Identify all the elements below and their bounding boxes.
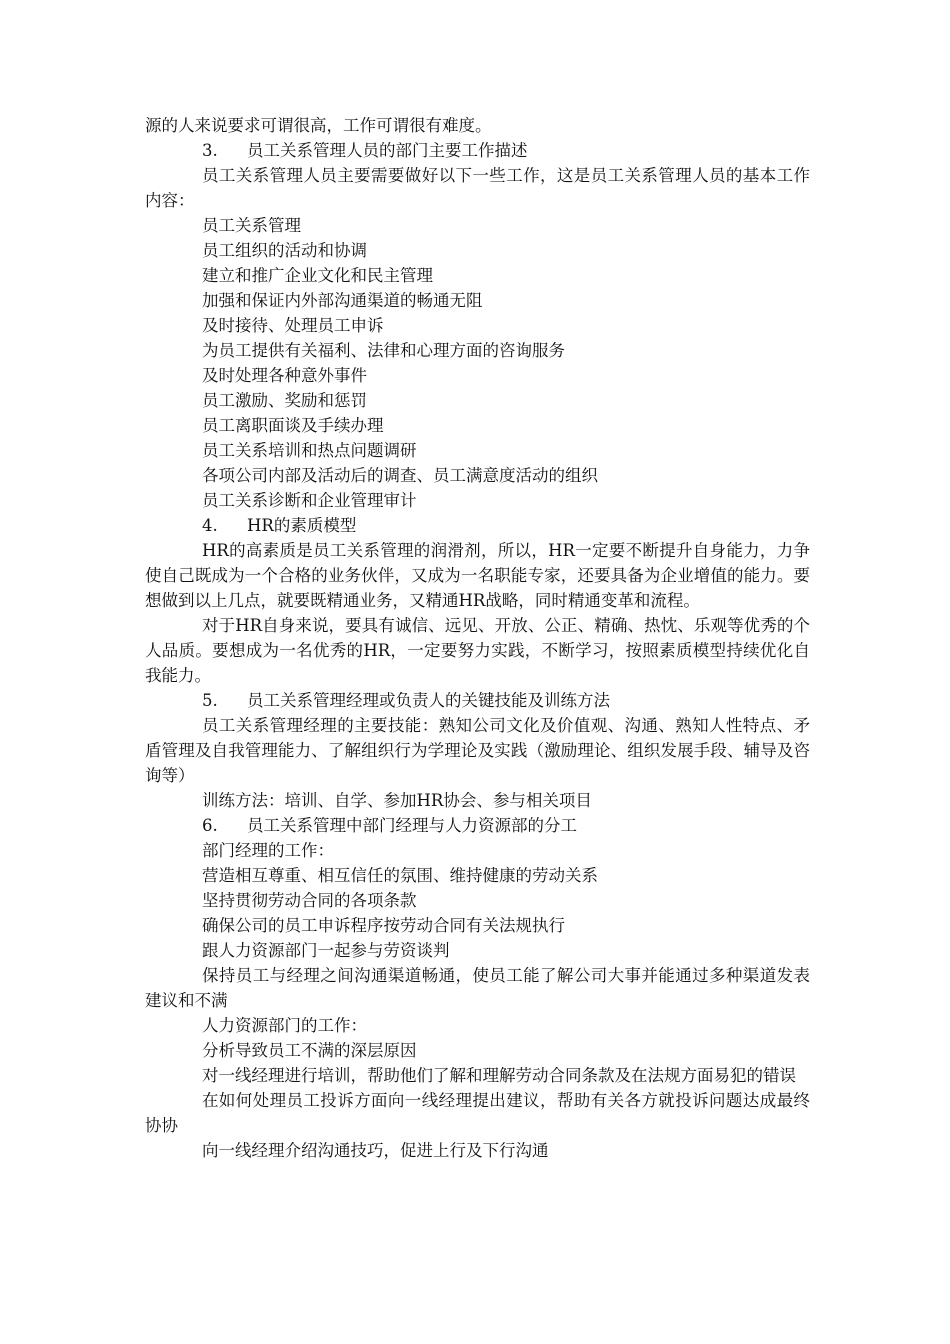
list-item: 员工关系管理: [202, 216, 301, 235]
section-title: 员工关系管理经理或负责人的关键技能及训练方法: [247, 691, 610, 710]
list-item: 员工组织的活动和协调: [202, 241, 367, 260]
list-item: 及时处理各种意外事件: [202, 366, 367, 385]
paragraph: 部门经理的工作：: [202, 841, 334, 860]
section-title: HR的素质模型: [247, 516, 357, 535]
section-number: 5.: [202, 691, 218, 710]
section-heading-6: [145, 813, 810, 838]
paragraph: 人力资源部门的工作：: [202, 1016, 367, 1035]
list-item: 员工关系诊断和企业管理审计: [202, 491, 417, 510]
list-item: 加强和保证内外部沟通渠道的畅通无阻: [202, 291, 483, 310]
list-item: 为员工提供有关福利、法律和心理方面的咨询服务: [202, 341, 565, 360]
paragraph-intro-continuation: 源的人来说要求可谓很高，工作可谓很有难度。: [145, 116, 492, 135]
section-heading-5: [145, 688, 810, 713]
list-item: 员工离职面谈及手续办理: [202, 416, 384, 435]
section-number: 3.: [202, 141, 218, 160]
list-item: 对一线经理进行培训，帮助他们了解和理解劳动合同条款及在法规方面易犯的错误: [202, 1066, 796, 1085]
paragraph: 对于HR自身来说，要具有诚信、远见、开放、公正、精确、热忱、乐观等优秀的个人品质。要想成为一名优秀的HR，一定要努力实践，不断学习，按照素质模型持续优化自我能力。: [145, 616, 810, 685]
list-item: 坚持贯彻劳动合同的各项条款: [202, 891, 417, 910]
section-title: 员工关系管理人员的部门主要工作描述: [247, 141, 528, 160]
list-item: 营造相互尊重、相互信任的氛围、维持健康的劳动关系: [202, 866, 598, 885]
list-item: 建立和推广企业文化和民主管理: [202, 266, 433, 285]
section-number: 4.: [202, 516, 218, 535]
paragraph: 训练方法：培训、自学、参加HR协会、参与相关项目: [202, 791, 592, 810]
list-item: 员工关系培训和热点问题调研: [202, 441, 417, 460]
section-heading-3: [145, 138, 810, 163]
section-heading-4: [145, 513, 810, 538]
paragraph: 员工关系管理经理的主要技能：熟知公司文化及价值观、沟通、熟知人性特点、矛盾管理及自我管理能力、了解组织行为学理论及实践（激励理论、组织发展手段、辅导及咨询等）: [145, 716, 810, 785]
section-title: 员工关系管理中部门经理与人力资源部的分工: [247, 816, 577, 835]
list-item: 保持员工与经理之间沟通渠道畅通，使员工能了解公司大事并能通过多种渠道发表建议和不满: [145, 966, 810, 1010]
section-number: 6.: [202, 816, 218, 835]
paragraph: 员工关系管理人员主要需要做好以下一些工作，这是员工关系管理人员的基本工作内容：: [145, 166, 810, 210]
list-item: 员工激励、奖励和惩罚: [202, 391, 367, 410]
list-item: 及时接待、处理员工申诉: [202, 316, 384, 335]
paragraph: HR的高素质是员工关系管理的润滑剂，所以，HR一定要不断提升自身能力，力争使自己既成为一个合格的业务伙伴，又成为一名职能专家，还要具备为企业增值的能力。要想做到以上几点，就要既精通业务，又精通HR战略，同时精通变革和流程。: [145, 541, 810, 610]
document-page: [145, 113, 810, 1163]
list-item: 向一线经理介绍沟通技巧，促进上行及下行沟通: [202, 1141, 549, 1160]
list-item: 跟人力资源部门一起参与劳资谈判: [202, 941, 450, 960]
list-item: 各项公司内部及活动后的调查、员工满意度活动的组织: [202, 466, 598, 485]
list-item: 确保公司的员工申诉程序按劳动合同有关法规执行: [202, 916, 565, 935]
list-item: 在如何处理员工投诉方面向一线经理提出建议，帮助有关各方就投诉问题达成最终协协: [145, 1091, 810, 1135]
list-item: 分析导致员工不满的深层原因: [202, 1041, 417, 1060]
